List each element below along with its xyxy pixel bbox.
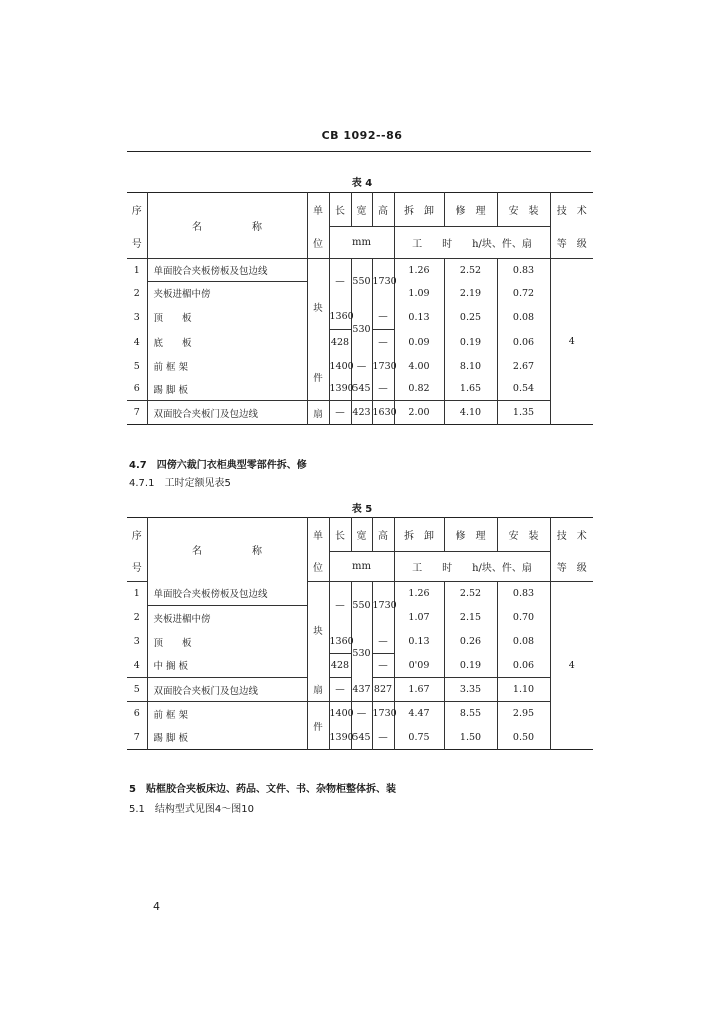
section-5-1: 5.1 结构型式见图4～图10 bbox=[129, 804, 254, 815]
unit-block: 块 bbox=[307, 582, 329, 678]
col-dim-unit: mm bbox=[329, 227, 394, 259]
col-seq-bottom: 号 bbox=[127, 227, 147, 259]
section-4-7-title: 4.7 四傍六裁门衣柜典型零部件拆、修 bbox=[129, 460, 307, 471]
col-dismantle: 拆 卸 bbox=[394, 193, 444, 227]
col-install: 安 装 bbox=[497, 193, 550, 227]
table-row: 1 单面胶合夹板傍板及包边线 块 — 550 1730 1.26 2.52 0.83 4 bbox=[127, 582, 593, 606]
col-unit-bottom: 位 bbox=[307, 227, 329, 259]
table4-caption: 表 4 bbox=[351, 178, 373, 189]
col-length: 长 bbox=[329, 193, 351, 227]
unit-block: 块 bbox=[307, 259, 329, 355]
table5-caption: 表 5 bbox=[351, 504, 373, 515]
table5: 序 名 称 单 长 宽 高 拆 卸 修 理 安 装 技 术 号 位 mm 工 时 h/块、件、扇 等 级 1 单面胶合夹板傍板及包边线 块 — 550 1730 1.26 2.52 0.83 4 2 夹板进楣中傍 1.07 2.15 0.70 3 顶 板 1360 530 — 0.13 0.26 0.08 4 中 搁 板 428 — 0'09 0.19 0.06 5 双面胶合夹板门及包边线 扇 — 437 827 1.67 3.35 1.10 6 前 框 架 件 1400 — 1730 4.47 8.55 2.95 7 踢 脚 板 1390 545 — 0.75 1.50 0.50 bbox=[127, 517, 593, 750]
section-4-7-1: 4.7.1 工时定额见表5 bbox=[129, 478, 231, 489]
tech-grade: 4 bbox=[550, 259, 593, 425]
table-row: 3 顶 板 1360 530 — 0.13 0.26 0.08 bbox=[127, 630, 593, 654]
col-grade-top: 技 术 bbox=[550, 193, 593, 227]
table-row: 2 夹板进楣中傍 1.09 2.19 0.72 bbox=[127, 282, 593, 305]
table-row: 4 中 搁 板 428 — 0'09 0.19 0.06 bbox=[127, 654, 593, 678]
page-number: 4 bbox=[153, 900, 160, 913]
unit-piece: 件 bbox=[307, 702, 329, 750]
col-repair: 修 理 bbox=[444, 193, 497, 227]
col-name: 名 称 bbox=[147, 193, 307, 259]
table-row: 5 前 框 架 件 1400 — 1730 4.00 8.10 2.67 bbox=[127, 355, 593, 378]
tech-grade: 4 bbox=[550, 582, 593, 750]
table-row: 4 底 板 428 — 0.09 0.19 0.06 bbox=[127, 330, 593, 355]
col-unit-top: 单 bbox=[307, 193, 329, 227]
col-width: 宽 bbox=[351, 193, 372, 227]
col-height: 高 bbox=[372, 193, 394, 227]
table4 bbox=[127, 192, 593, 425]
header-rule bbox=[127, 151, 591, 152]
col-work-unit: 工 时 h/块、件、扇 bbox=[394, 227, 550, 259]
table-row: 7 踢 脚 板 1390 545 — 0.75 1.50 0.50 bbox=[127, 726, 593, 750]
table-row: 3 顶 板 1360 530 — 0.13 0.25 0.08 bbox=[127, 305, 593, 330]
col-grade-bottom: 等 级 bbox=[550, 227, 593, 259]
doc-code-header: CB 1092--86 bbox=[321, 129, 403, 142]
table-row: 2 夹板进楣中傍 1.07 2.15 0.70 bbox=[127, 606, 593, 630]
table-row: 6 前 框 架 件 1400 — 1730 4.47 8.55 2.95 bbox=[127, 702, 593, 726]
section-5-title: 5 贴框胶合夹板床边、药品、文件、书、杂物柜整体拆、装 bbox=[129, 784, 396, 795]
table-row: 1 单面胶合夹板傍板及包边线 块 — 550 1730 1.26 2.52 0.83 4 bbox=[127, 259, 593, 282]
table-row: 7 双面胶合夹板门及包边线 扇 — 423 1630 2.00 4.10 1.35 bbox=[127, 401, 593, 425]
unit-piece: 件 bbox=[307, 355, 329, 401]
table-row: 6 踢 脚 板 1390 545 — 0.82 1.65 0.54 bbox=[127, 378, 593, 401]
table-row: 5 双面胶合夹板门及包边线 扇 — 437 827 1.67 3.35 1.10 bbox=[127, 678, 593, 702]
col-seq-top: 序 bbox=[131, 206, 142, 218]
